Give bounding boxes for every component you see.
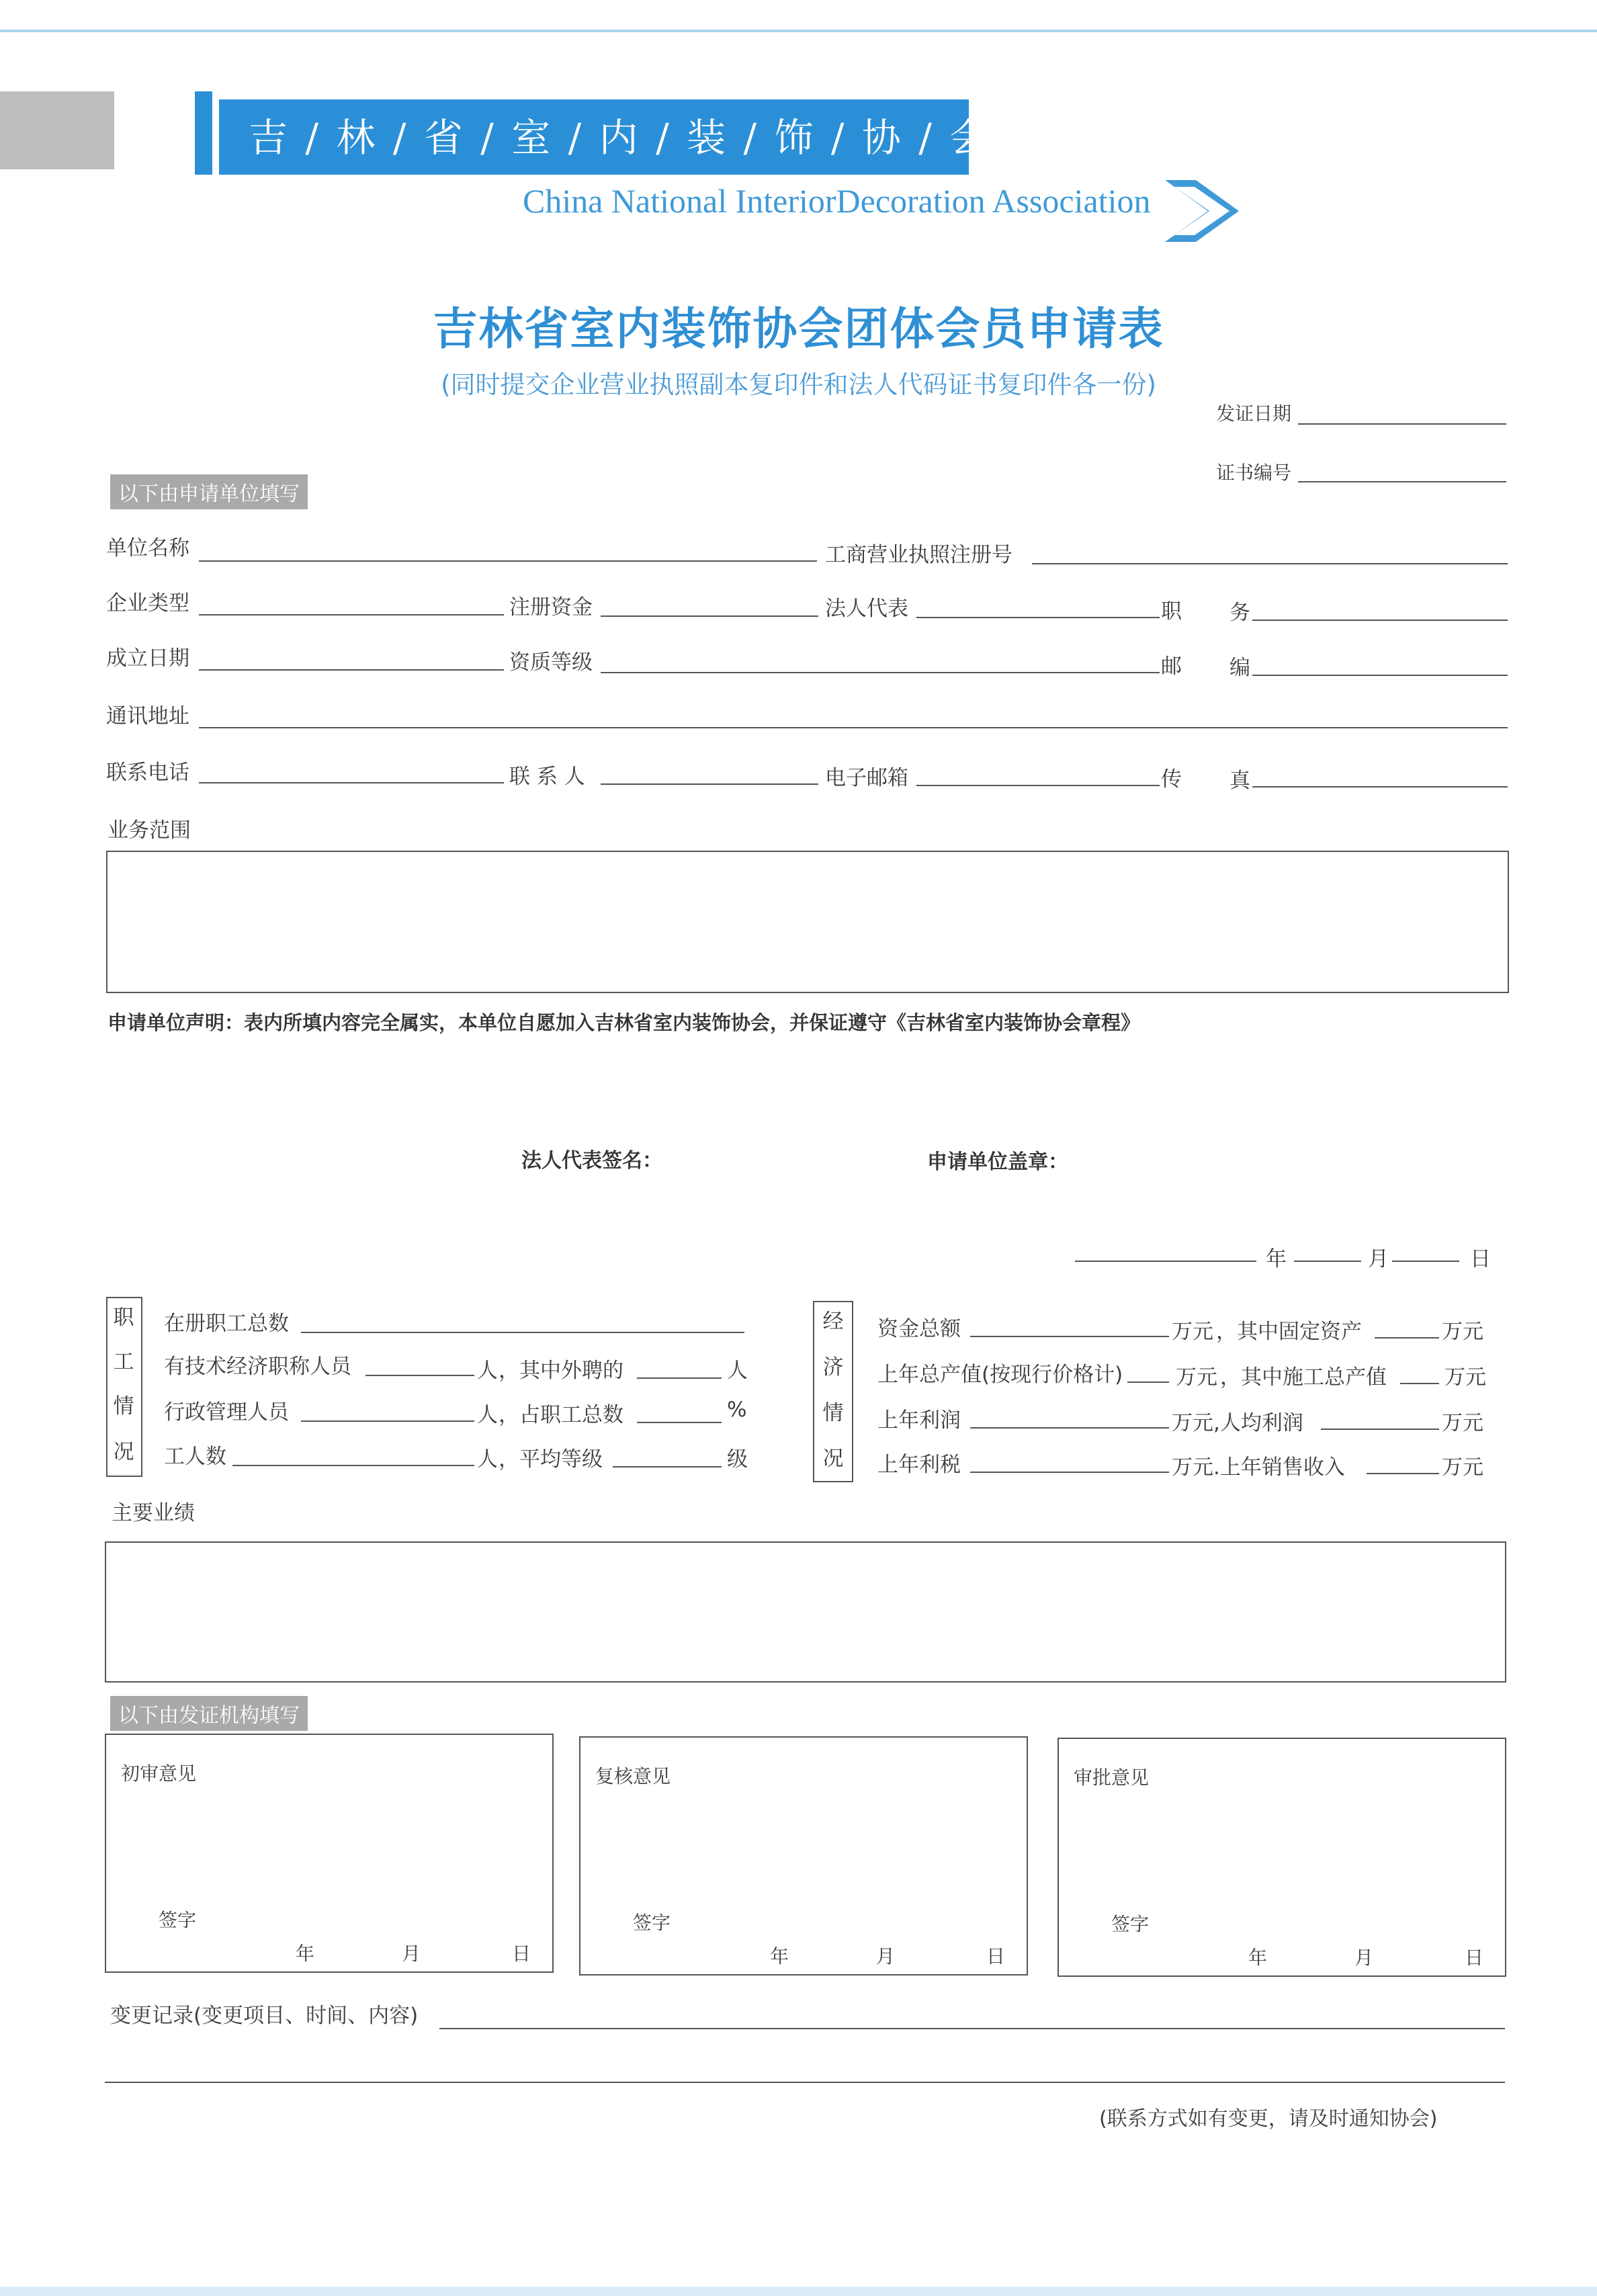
qualification-label: 资质等级 xyxy=(509,650,593,675)
economy-label-char-2: 济 xyxy=(822,1355,844,1379)
registered-capital-field[interactable] xyxy=(601,615,818,617)
declaration-year-field[interactable] xyxy=(1075,1261,1256,1262)
initial-review-box[interactable] xyxy=(105,1734,554,1973)
per-capita-profit-field[interactable] xyxy=(1321,1429,1439,1430)
total-staff-label: 在册职工总数 xyxy=(164,1312,289,1336)
legal-rep-label: 法人代表 xyxy=(825,597,908,621)
workers-label: 工人数 xyxy=(164,1445,226,1469)
admin-staff-label: 行政管理人员 xyxy=(164,1400,289,1425)
construction-output-field[interactable] xyxy=(1400,1383,1439,1384)
staff-ratio-field[interactable] xyxy=(637,1422,722,1423)
staff-label-char-3: 情 xyxy=(113,1394,134,1418)
contact-person-field[interactable] xyxy=(601,783,818,785)
phone-label: 联系电话 xyxy=(106,761,189,785)
avg-grade-field[interactable] xyxy=(613,1466,722,1468)
last-profit-label: 上年利润 xyxy=(877,1408,961,1433)
last-tax-unit: 万元 xyxy=(1172,1455,1213,1480)
total-staff-field[interactable] xyxy=(301,1332,744,1333)
re-review-sign-label: 签字 xyxy=(633,1912,671,1934)
fax-label-1: 传 xyxy=(1161,767,1182,792)
staff-label-char-4: 况 xyxy=(113,1440,134,1464)
legal-rep-field[interactable] xyxy=(916,617,1160,618)
contact-person-label: 联 系 人 xyxy=(509,765,585,789)
unit-name-label: 单位名称 xyxy=(106,536,189,560)
external-staff-unit: 人 xyxy=(727,1359,748,1383)
top-border-line xyxy=(0,30,1597,32)
staff-label-char-2: 工 xyxy=(113,1350,134,1374)
workers-unit: 人 xyxy=(477,1447,498,1472)
approval-box[interactable] xyxy=(1058,1738,1506,1977)
postal-label-2: 编 xyxy=(1229,656,1250,680)
declaration-month-label: 月 xyxy=(1368,1247,1389,1271)
address-field[interactable] xyxy=(199,727,1508,728)
fax-field[interactable] xyxy=(1252,786,1508,788)
per-capita-profit-unit: 万元 xyxy=(1442,1411,1483,1435)
sales-label: .上年销售收入 xyxy=(1213,1455,1345,1480)
economy-label-char-3: 情 xyxy=(822,1401,844,1425)
total-capital-field[interactable] xyxy=(970,1336,1169,1337)
approval-year: 年 xyxy=(1248,1947,1268,1969)
founded-date-field[interactable] xyxy=(199,669,504,671)
bottom-border-line xyxy=(0,2287,1597,2296)
footer-note: (联系方式如有变更，请及时通知协会) xyxy=(1099,2107,1438,2131)
org-name-en: China National InteriorDecoration Association xyxy=(523,182,1151,220)
last-profit-field[interactable] xyxy=(970,1427,1169,1429)
email-label: 电子邮箱 xyxy=(825,766,908,790)
fax-label-2: 真 xyxy=(1229,769,1250,793)
position-label-2: 务 xyxy=(1229,601,1250,625)
tech-staff-unit: 人 xyxy=(477,1359,498,1383)
last-output-field[interactable] xyxy=(1127,1381,1169,1383)
approval-sign-label: 签字 xyxy=(1111,1913,1150,1935)
approval-label: 审批意见 xyxy=(1074,1767,1150,1789)
cert-issue-date-field[interactable] xyxy=(1298,423,1506,425)
initial-review-day: 日 xyxy=(512,1943,531,1965)
total-capital-label: 资金总额 xyxy=(877,1317,961,1341)
total-capital-unit: 万元 xyxy=(1172,1320,1213,1344)
external-staff-label: ，其中外聘的 xyxy=(499,1359,623,1383)
business-scope-box[interactable] xyxy=(106,851,1509,993)
last-output-label: 上年总产值(按现行价格计) xyxy=(877,1363,1123,1387)
enterprise-type-label: 企业类型 xyxy=(106,591,189,615)
construction-output-label: ，其中施工总产值 xyxy=(1220,1365,1387,1390)
fixed-assets-unit: 万元 xyxy=(1442,1320,1483,1344)
workers-field[interactable] xyxy=(232,1465,474,1466)
postal-code-field[interactable] xyxy=(1252,675,1508,676)
last-tax-field[interactable] xyxy=(970,1472,1169,1473)
economy-label-char-1: 经 xyxy=(822,1310,844,1334)
sales-unit: 万元 xyxy=(1442,1455,1483,1480)
chevron-right-icon xyxy=(1156,177,1243,245)
achievements-label: 主要业绩 xyxy=(112,1501,195,1525)
re-review-box[interactable] xyxy=(579,1736,1028,1975)
tech-staff-field[interactable] xyxy=(365,1375,474,1376)
approval-month: 月 xyxy=(1354,1947,1374,1969)
declaration-day-label: 日 xyxy=(1470,1247,1491,1271)
re-review-month: 月 xyxy=(876,1945,896,1967)
position-label-1: 职 xyxy=(1161,599,1182,624)
re-review-label: 复核意见 xyxy=(595,1765,671,1787)
last-profit-unit: 万元 xyxy=(1172,1411,1213,1435)
last-output-unit: 万元 xyxy=(1176,1365,1217,1390)
admin-staff-unit: 人 xyxy=(477,1403,498,1427)
per-capita-profit-label: ,人均利润 xyxy=(1213,1411,1303,1435)
header-blue-tab xyxy=(195,91,212,175)
avg-grade-unit: 级 xyxy=(727,1447,748,1472)
initial-review-year: 年 xyxy=(296,1943,315,1965)
declaration-text: 申请单位声明：表内所填内容完全属实，本单位自愿加入吉林省室内装饰协会，并保证遵守《吉林省室内装饰协会章程》 xyxy=(107,1011,1141,1034)
org-name-cn: 吉 / 林 / 省 / 室 / 内 / 装 / 饰 / 协 / 会 xyxy=(249,115,992,161)
position-field[interactable] xyxy=(1252,620,1508,621)
staff-label-char-1: 职 xyxy=(113,1306,134,1330)
declaration-day-field[interactable] xyxy=(1392,1261,1459,1262)
change-record-field-1[interactable] xyxy=(439,2028,1505,2029)
cert-issue-date-label: 发证日期 xyxy=(1216,402,1292,425)
initial-review-sign-label: 签字 xyxy=(159,1909,197,1931)
legal-rep-signature-label: 法人代表签名： xyxy=(521,1149,662,1173)
business-license-field[interactable] xyxy=(1032,563,1508,564)
sales-field[interactable] xyxy=(1367,1473,1439,1474)
declaration-month-field[interactable] xyxy=(1294,1261,1361,1262)
unit-name-field[interactable] xyxy=(199,560,817,562)
postal-label-1: 邮 xyxy=(1161,654,1182,679)
qualification-field[interactable] xyxy=(601,672,1160,673)
form-subtitle: (同时提交企业营业执照副本复印件和法人代码证书复印件各一份) xyxy=(441,370,1156,399)
change-record-label: 变更记录(变更项目、时间、内容) xyxy=(110,2004,419,2028)
fixed-assets-field[interactable] xyxy=(1375,1337,1439,1338)
staff-ratio-percent: % xyxy=(727,1398,747,1422)
cert-number-label: 证书编号 xyxy=(1216,462,1292,484)
phone-field[interactable] xyxy=(199,782,504,783)
registered-capital-label: 注册资金 xyxy=(509,595,593,620)
address-label: 通讯地址 xyxy=(106,704,189,728)
cert-number-field[interactable] xyxy=(1298,481,1506,482)
re-review-year: 年 xyxy=(770,1945,789,1967)
admin-staff-field[interactable] xyxy=(301,1420,474,1422)
achievements-box[interactable] xyxy=(105,1541,1506,1683)
header-grey-block xyxy=(0,91,114,169)
form-title: 吉林省室内装饰协会团体会员申请表 xyxy=(433,303,1164,355)
tech-staff-label: 有技术经济职称人员 xyxy=(164,1355,351,1379)
construction-output-unit: 万元 xyxy=(1444,1365,1486,1390)
change-record-field-2[interactable] xyxy=(105,2082,1505,2083)
external-staff-field[interactable] xyxy=(637,1377,722,1379)
section-issuer-tag: 以下由发证机构填写 xyxy=(110,1696,308,1731)
staff-ratio-label: ，占职工总数 xyxy=(499,1403,623,1427)
business-scope-label: 业务范围 xyxy=(107,818,191,843)
enterprise-type-field[interactable] xyxy=(199,614,504,615)
economy-label-char-4: 况 xyxy=(822,1447,844,1471)
section-applicant-tag: 以下由申请单位填写 xyxy=(110,474,308,509)
fixed-assets-label: ，其中固定资产 xyxy=(1216,1320,1362,1344)
avg-grade-label: ，平均等级 xyxy=(499,1447,603,1472)
initial-review-label: 初审意见 xyxy=(121,1762,197,1785)
approval-day: 日 xyxy=(1465,1947,1484,1969)
founded-date-label: 成立日期 xyxy=(106,646,189,671)
re-review-day: 日 xyxy=(986,1945,1006,1967)
email-field[interactable] xyxy=(916,785,1160,786)
business-license-label: 工商营业执照注册号 xyxy=(825,543,1012,567)
last-tax-label: 上年利税 xyxy=(877,1453,961,1477)
initial-review-month: 月 xyxy=(402,1943,421,1965)
declaration-year-label: 年 xyxy=(1266,1247,1287,1271)
unit-seal-label: 申请单位盖章： xyxy=(927,1150,1068,1174)
